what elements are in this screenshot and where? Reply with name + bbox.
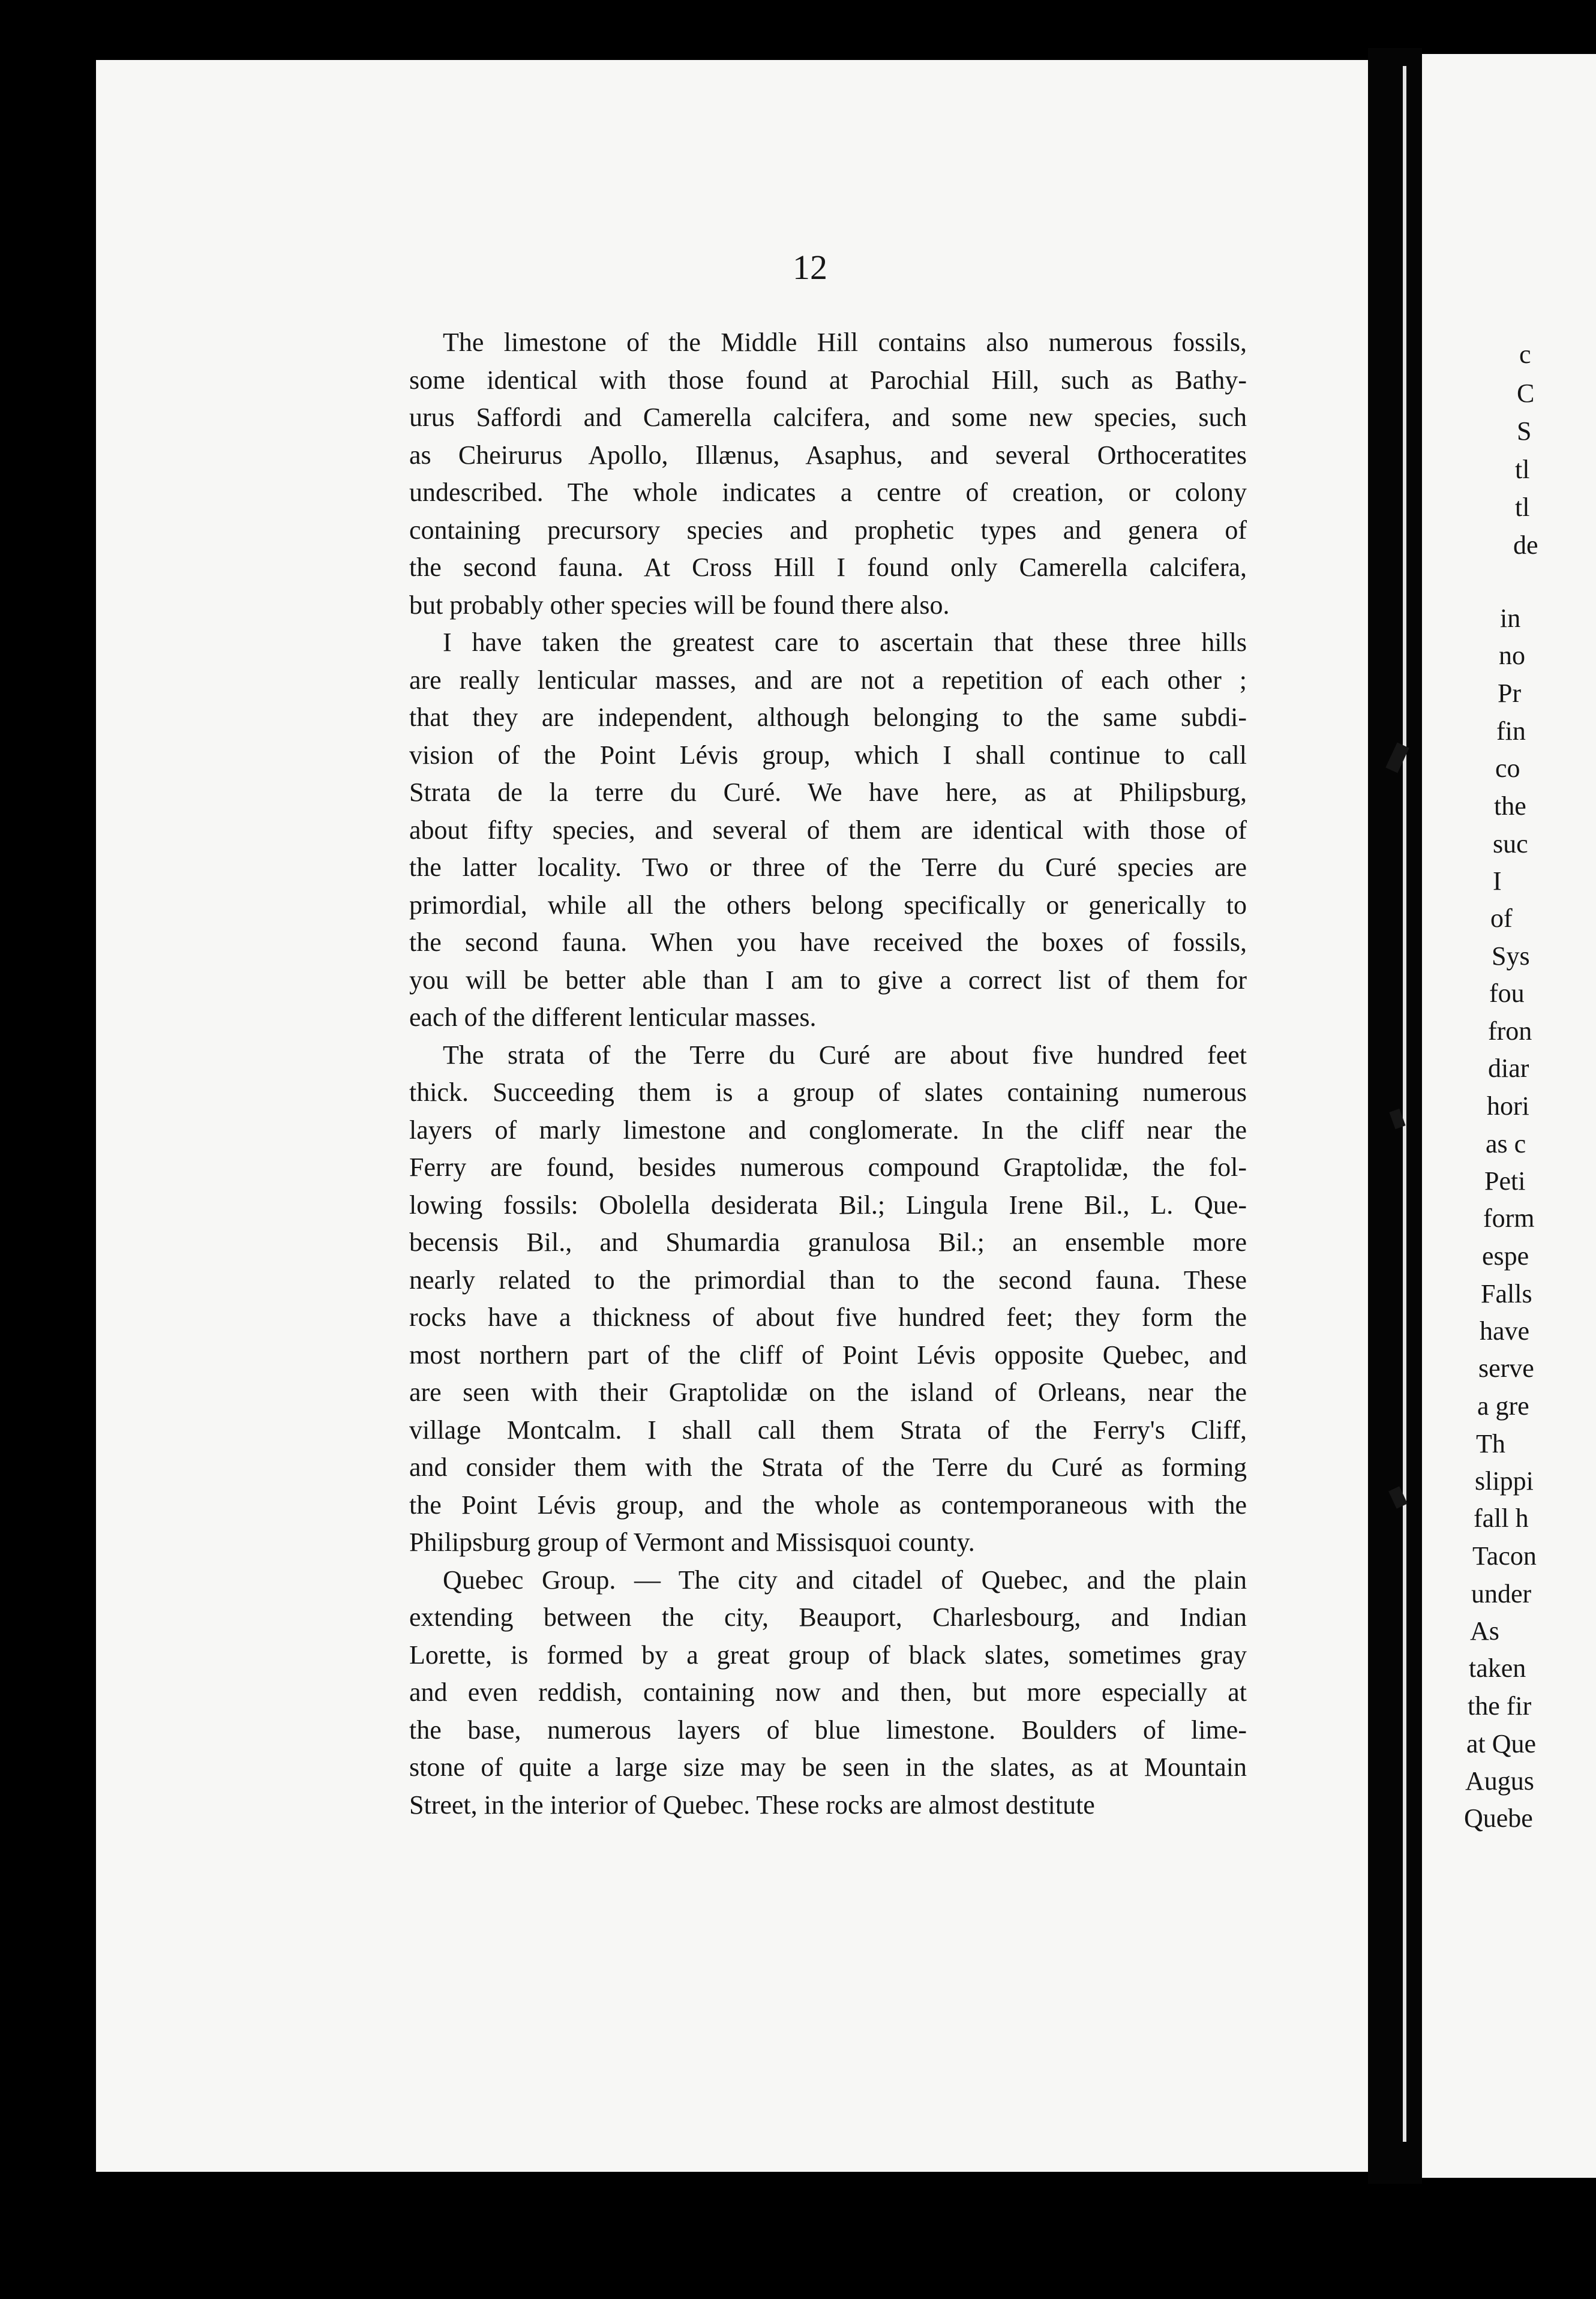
text-line: vision of the Point Lévis group, which I shall continue to call — [409, 740, 1247, 770]
text-line: thick. Succeeding them is a group of slates containing numerous — [409, 1078, 1247, 1107]
adjacent-page-fragment: diar — [1488, 1054, 1529, 1083]
page-body-text — [409, 324, 1247, 1824]
text-line: about fifty species, and several of them are identical with those of — [409, 815, 1247, 845]
right-page-edge — [1422, 54, 1596, 2178]
text-line: Lorette, is formed by a great group of black slates, sometimes gray — [409, 1640, 1247, 1670]
adjacent-page-fragment: fin — [1496, 716, 1526, 746]
text-line: undescribed. The whole indicates a centre of creation, or colony — [409, 478, 1247, 507]
text-line: Philipsburg group of Vermont and Missisquoi county. — [409, 1527, 975, 1557]
adjacent-page-fragment: tl — [1515, 455, 1530, 484]
text-line: Ferry are found, besides numerous compound Graptolidæ, the fol- — [409, 1152, 1247, 1182]
adjacent-page-fragment: fron — [1488, 1016, 1532, 1046]
adjacent-page-fragment: c — [1519, 340, 1531, 369]
text-line: primordial, while all the others belong specifically or generically to — [409, 890, 1247, 920]
text-line: each of the different lenticular masses. — [409, 1003, 817, 1032]
adjacent-page-fragment: de — [1513, 530, 1538, 560]
adjacent-page-fragment: Quebe — [1464, 1803, 1533, 1833]
text-line: the second fauna. When you have received the boxes of fossils, — [409, 928, 1247, 957]
adjacent-page-fragment: taken — [1469, 1653, 1526, 1683]
adjacent-page-fragment: the fir — [1468, 1691, 1532, 1721]
text-line: but probably other species will be found there also. — [409, 590, 950, 620]
adjacent-page-fragment: serve — [1478, 1353, 1534, 1383]
adjacent-page-fragment: As — [1470, 1616, 1499, 1646]
adjacent-page-fragment: co — [1495, 754, 1520, 783]
text-line: Strata de la terre du Curé. We have here, as at Philipsburg, — [409, 778, 1247, 807]
adjacent-page-fragment: hori — [1487, 1091, 1529, 1121]
text-line: and even reddish, containing now and then, but more especially at — [409, 1677, 1247, 1707]
text-line: lowing fossils: Obolella desiderata Bil.; Lingula Irene Bil., L. Que- — [409, 1190, 1247, 1220]
adjacent-page-fragment: under — [1471, 1579, 1532, 1608]
adjacent-page-fragment: tl — [1515, 493, 1530, 522]
text-line: most northern part of the cliff of Point Lévis opposite Quebec, and — [409, 1340, 1247, 1370]
text-line: I have taken the greatest care to ascertain that these three hills — [443, 628, 1247, 657]
text-line: containing precursory species and prophetic types and genera of — [409, 515, 1247, 545]
adjacent-page-fragment: fou — [1489, 979, 1525, 1008]
adjacent-page-fragment: Falls — [1481, 1279, 1532, 1308]
text-line: urus Saffordi and Camerella calcifera, and some new species, such — [409, 403, 1247, 432]
text-line: Quebec Group. — The city and citadel of Quebec, and the plain — [443, 1565, 1247, 1595]
text-line: that they are independent, although belonging to the same subdi- — [409, 703, 1247, 732]
adjacent-page-fragment: suc — [1493, 829, 1528, 859]
text-line: you will be better able than I am to give a correct list of them for — [409, 965, 1247, 995]
adjacent-page-fragment: as c — [1486, 1129, 1526, 1158]
adjacent-page-fragment: the — [1494, 791, 1526, 821]
adjacent-page-fragment: espe — [1482, 1241, 1529, 1271]
text-line: extending between the city, Beauport, Charlesbourg, and Indian — [409, 1602, 1247, 1632]
adjacent-page-fragment: at Que — [1466, 1729, 1537, 1758]
text-line: The limestone of the Middle Hill contains also numerous fossils, — [443, 328, 1247, 357]
text-line: the latter locality. Two or three of the Terre du Curé species are — [409, 853, 1247, 882]
adjacent-page-fragment: Pr — [1498, 679, 1522, 708]
adjacent-page-fragment: in — [1500, 604, 1521, 633]
text-line: rocks have a thickness of about five hundred feet; they form the — [409, 1302, 1247, 1332]
text-line: village Montcalm. I shall call them Strata of the Ferry's Cliff, — [409, 1415, 1247, 1445]
adjacent-page-fragment: Peti — [1484, 1166, 1526, 1196]
adjacent-page-fragment: Tacon — [1472, 1541, 1537, 1571]
adjacent-page-fragment: slippi — [1475, 1466, 1534, 1496]
text-line: Street, in the interior of Quebec. These rocks are almost destitute — [409, 1790, 1095, 1820]
text-line: becensis Bil., and Shumardia granulosa Bil.; an ensemble more — [409, 1227, 1247, 1257]
adjacent-page-fragment: I — [1493, 866, 1502, 896]
text-line: are seen with their Graptolidæ on the island of Orleans, near the — [409, 1377, 1247, 1407]
text-line: as Cheirurus Apollo, Illænus, Asaphus, and several Orthoceratites — [409, 440, 1247, 470]
binding-spine — [1403, 66, 1406, 2142]
text-line: some identical with those found at Parochial Hill, such as Bathy- — [409, 365, 1247, 395]
page-number: 12 — [793, 248, 827, 287]
adjacent-page-fragment: S — [1517, 416, 1532, 446]
text-line: nearly related to the primordial than to the second fauna. These — [409, 1265, 1247, 1295]
adjacent-page-fragment: Augus — [1465, 1766, 1534, 1796]
text-line: layers of marly limestone and conglomerate. In the cliff near the — [409, 1115, 1247, 1145]
adjacent-page-fragment: a gre — [1477, 1391, 1529, 1421]
text-line: are really lenticular masses, and are not a repetition of each other ; — [409, 665, 1247, 695]
adjacent-page-fragment: form — [1483, 1203, 1535, 1233]
text-line: and consider them with the Strata of the Terre du Curé as forming — [409, 1452, 1247, 1482]
text-line: The strata of the Terre du Curé are about five hundred feet — [443, 1040, 1247, 1070]
text-line: the Point Lévis group, and the whole as contemporaneous with the — [409, 1490, 1247, 1520]
adjacent-page-fragment: Sys — [1492, 941, 1530, 971]
text-line: the base, numerous layers of blue limestone. Boulders of lime- — [409, 1715, 1247, 1745]
adjacent-page-fragment: C — [1517, 379, 1535, 408]
adjacent-page-fragment: Th — [1476, 1429, 1505, 1458]
adjacent-page-fragment: of — [1490, 904, 1513, 933]
adjacent-page-fragment: no — [1499, 641, 1525, 670]
adjacent-page-fragment: have — [1480, 1316, 1530, 1346]
text-line: the second fauna. At Cross Hill I found only Camerella calcifera, — [409, 553, 1247, 582]
text-line: stone of quite a large size may be seen in the slates, as at Mountain — [409, 1752, 1247, 1782]
adjacent-page-fragment: fall h — [1474, 1503, 1529, 1533]
